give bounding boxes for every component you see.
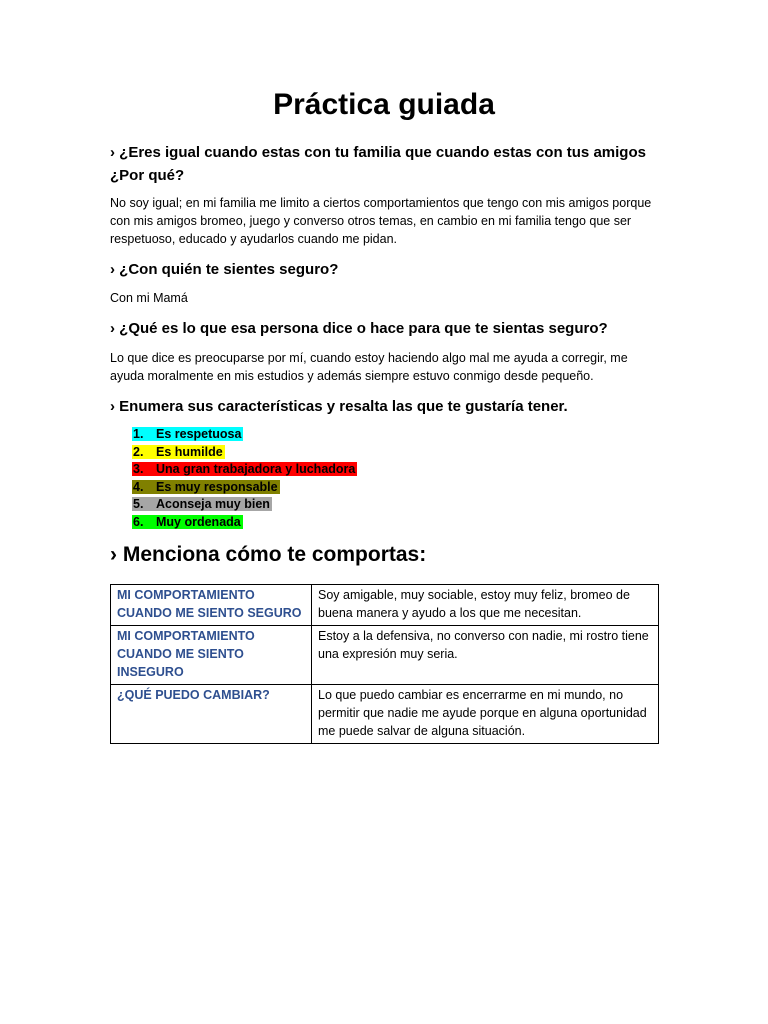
- row-label-inseguro: MI COMPORTAMIENTO CUANDO ME SIENTO INSEGURO: [111, 626, 312, 685]
- list-number: 3.: [133, 462, 144, 477]
- table-row: [111, 585, 659, 626]
- table-row: [111, 626, 659, 685]
- characteristic-text: Es muy responsable: [156, 479, 278, 494]
- highlighted-characteristic: [132, 462, 357, 476]
- row-value-inseguro: Estoy a la defensiva, no converso con nadie, mi rostro tiene una expresión muy seria.: [312, 626, 659, 685]
- row-value-cambiar: Lo que puedo cambiar es encerrarme en mi mundo, no permitir que nadie me ayude porque en alguna oportunidad me puede salvar de alguna situación.: [312, 685, 659, 744]
- highlighted-characteristic: [132, 497, 272, 511]
- list-item: [132, 426, 357, 444]
- row-label-cambiar: ¿QUÉ PUEDO CAMBIAR?: [111, 685, 312, 744]
- list-item: [132, 514, 357, 532]
- list-item: [132, 479, 357, 497]
- answer-3: Lo que dice es preocuparse por mí, cuando estoy haciendo algo mal me ayuda a corregir, me ayuda moralmente en mis estudios y además siempre estuvo conmigo desde pequeño.: [110, 351, 628, 383]
- section-heading: › Menciona cómo te comportas:: [110, 543, 427, 566]
- answer-2: Con mi Mamá: [110, 291, 188, 305]
- list-number: 6.: [133, 514, 144, 529]
- list-item: [132, 496, 357, 514]
- question-4: › Enumera sus características y resalta las que te gustaría tener.: [110, 398, 568, 415]
- list-number: 2.: [133, 444, 144, 459]
- page-title: Práctica guiada: [273, 88, 495, 121]
- highlighted-characteristic: [132, 515, 243, 529]
- behavior-table: [110, 584, 659, 744]
- list-number: 1.: [133, 427, 144, 441]
- list-number: 5.: [133, 497, 144, 512]
- row-value-seguro: Soy amigable, muy sociable, estoy muy feliz, bromeo de buena manera y ayudo a los que me necesitan.: [312, 585, 659, 626]
- highlighted-characteristic: [132, 445, 225, 459]
- list-number: 4.: [133, 479, 144, 494]
- question-1: › ¿Eres igual cuando estas con tu familia que cuando estas con tus amigos ¿Por qué?: [110, 144, 646, 184]
- characteristic-text: Una gran trabajadora y luchadora: [156, 462, 356, 477]
- list-item: [132, 461, 357, 479]
- characteristic-text: Muy ordenada: [156, 514, 241, 529]
- characteristics-list: [132, 426, 357, 532]
- highlighted-characteristic: [132, 427, 243, 441]
- question-3: › ¿Qué es lo que esa persona dice o hace para que te sientas seguro?: [110, 320, 608, 337]
- characteristic-text: Aconseja muy bien: [156, 497, 270, 512]
- question-2: › ¿Con quién te sientes seguro?: [110, 261, 339, 278]
- row-label-seguro: MI COMPORTAMIENTO CUANDO ME SIENTO SEGURO: [111, 585, 312, 626]
- table-row: [111, 685, 659, 744]
- highlighted-characteristic: [132, 480, 280, 494]
- characteristic-text: Es respetuosa: [156, 427, 242, 441]
- answer-1: No soy igual; en mi familia me limito a ciertos comportamientos que tengo con mis amigos porque con mis amigos bromeo, juego y converso otros temas, en cambio en mi familia tengo que ser respetuoso, educado y ayudarlos cuando me pidan.: [110, 196, 652, 246]
- list-item: [132, 444, 357, 462]
- characteristic-text: Es humilde: [156, 444, 223, 459]
